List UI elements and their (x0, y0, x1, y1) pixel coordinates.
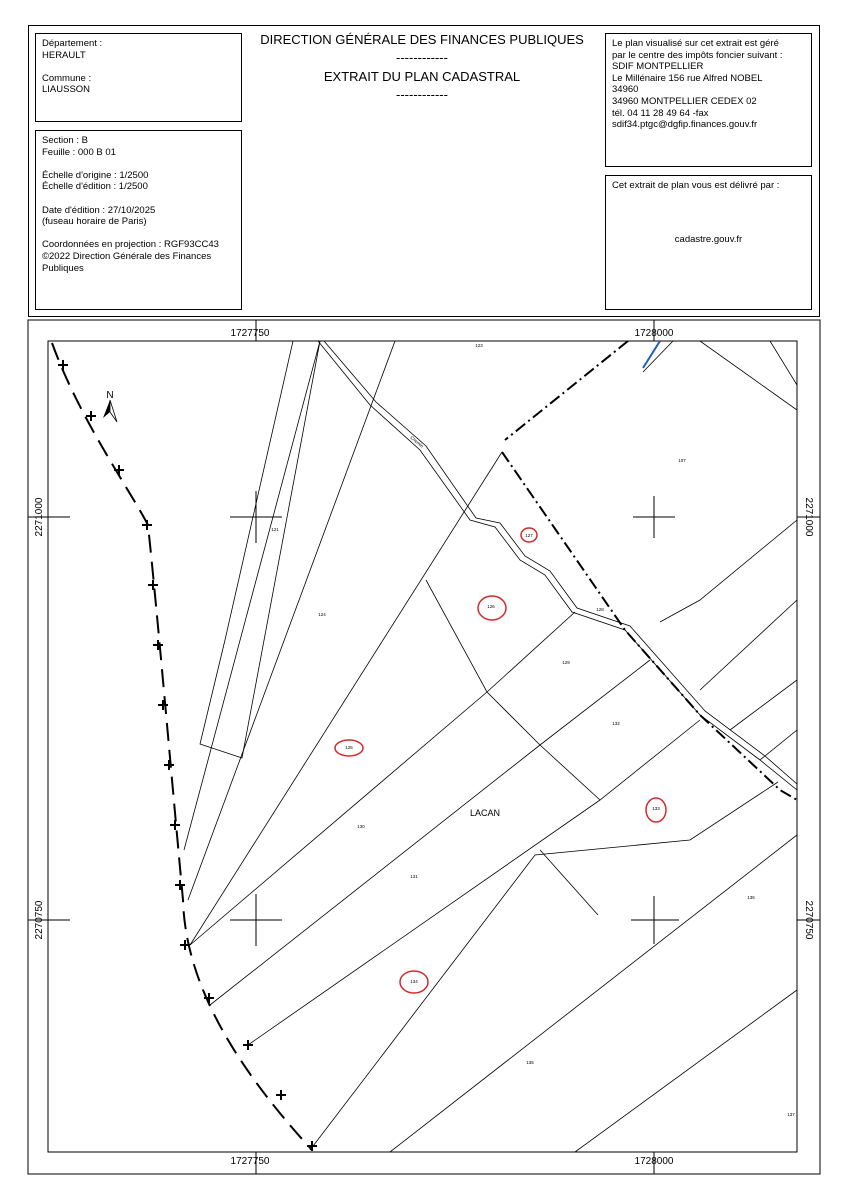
office-phone: tél. 04 11 28 49 64 -fax (612, 107, 709, 119)
scale-edition: Échelle d'édition : 1/2500 (42, 181, 148, 193)
north-arrow-icon (103, 390, 117, 422)
coord-right-upper: 2271000 (803, 497, 814, 537)
parcel-number[interactable]: 123 (475, 343, 483, 348)
coord-top-left: 1727750 (230, 328, 270, 339)
north-label: N (106, 390, 114, 401)
parcel-number[interactable]: 127 (525, 533, 533, 538)
commune-value: LIAUSSON (42, 84, 91, 96)
commune-label: Commune : (42, 72, 92, 84)
coord-left-upper: 2271000 (34, 497, 45, 537)
edition-date: Date d'édition : 27/10/2025 (42, 204, 156, 216)
parcel-number[interactable]: 121 (271, 527, 279, 532)
parcel-number[interactable]: 133 (652, 806, 660, 811)
parcel-number[interactable]: 131 (410, 874, 418, 879)
parcel-boundaries (184, 341, 797, 1152)
office-email[interactable]: sdif34.ptgc@dgfip.finances.gouv.fr (612, 119, 758, 131)
parcel-number[interactable]: 135 (526, 1060, 534, 1065)
office-address: Le Millénaire 156 rue Alfred NOBEL (612, 72, 763, 84)
page-subtitle: EXTRAIT DU PLAN CADASTRAL (323, 69, 521, 84)
coord-left-lower: 2270750 (34, 900, 45, 940)
section-value: Section : B (42, 135, 88, 146)
coord-bottom-left: 1727750 (230, 1156, 270, 1167)
feuille-value: Feuille : 000 B 01 (42, 146, 116, 158)
parcel-number[interactable]: 137 (787, 1112, 795, 1117)
office-line: Le plan visualisé sur cet extrait est géré (612, 38, 779, 49)
coord-top-right: 1728000 (634, 328, 674, 339)
subtitle-separator: ------------ (396, 87, 448, 102)
office-name: SDIF MONTPELLIER (612, 61, 704, 73)
parcel-number[interactable]: 130 (357, 824, 365, 829)
coord-right-lower: 2270750 (803, 900, 814, 940)
highlight-circles (335, 528, 666, 993)
locality-label: LACAN (469, 808, 501, 818)
delivery-label: Cet extrait de plan vous est délivré par : (612, 180, 780, 191)
page-title: DIRECTION GÉNÉRALE DES FINANCES PUBLIQUES (260, 32, 584, 47)
departement-label: Département : (42, 38, 103, 49)
section-boundary-east (502, 341, 797, 800)
parcel-number[interactable]: 107 (678, 458, 686, 463)
commune-boundary-west (52, 343, 317, 1151)
scale-origin: Échelle d'origine : 1/2500 (42, 169, 149, 181)
office-city: 34960 MONTPELLIER CEDEX 02 (612, 95, 757, 107)
grid-crosses (28, 320, 820, 1174)
parcel-number[interactable]: 128 (596, 607, 604, 612)
delivery-provider[interactable]: cadastre.gouv.fr (674, 234, 743, 245)
parcel-number[interactable]: 124 (318, 612, 326, 617)
office-line: par le centre des impôts foncier suivant : (612, 49, 783, 61)
parcel-number[interactable]: 125 (345, 745, 353, 750)
parcel-number[interactable]: 136 (747, 895, 755, 900)
title-separator: ------------ (396, 50, 448, 65)
copyright-line-2: Publiques (42, 262, 84, 274)
water-line (643, 341, 660, 368)
copyright-line-1: ©2022 Direction Générale des Finances (42, 250, 212, 262)
parcel-number[interactable]: 126 (487, 604, 495, 609)
office-postcode: 34960 (612, 84, 639, 96)
road (318, 341, 797, 790)
parcel-number[interactable]: 129 (562, 660, 570, 665)
projection-coords: Coordonnées en projection : RGF93CC43 (42, 239, 219, 251)
timezone-note: (fuseau horaire de Paris) (42, 216, 147, 228)
coord-bottom-right: 1728000 (634, 1156, 674, 1167)
map-outer-frame (28, 320, 820, 1174)
parcel-number[interactable]: 134 (410, 979, 418, 984)
departement-value: HERAULT (42, 49, 86, 61)
road-label: Chemin (409, 434, 425, 449)
parcel-number[interactable]: 132 (612, 721, 620, 726)
